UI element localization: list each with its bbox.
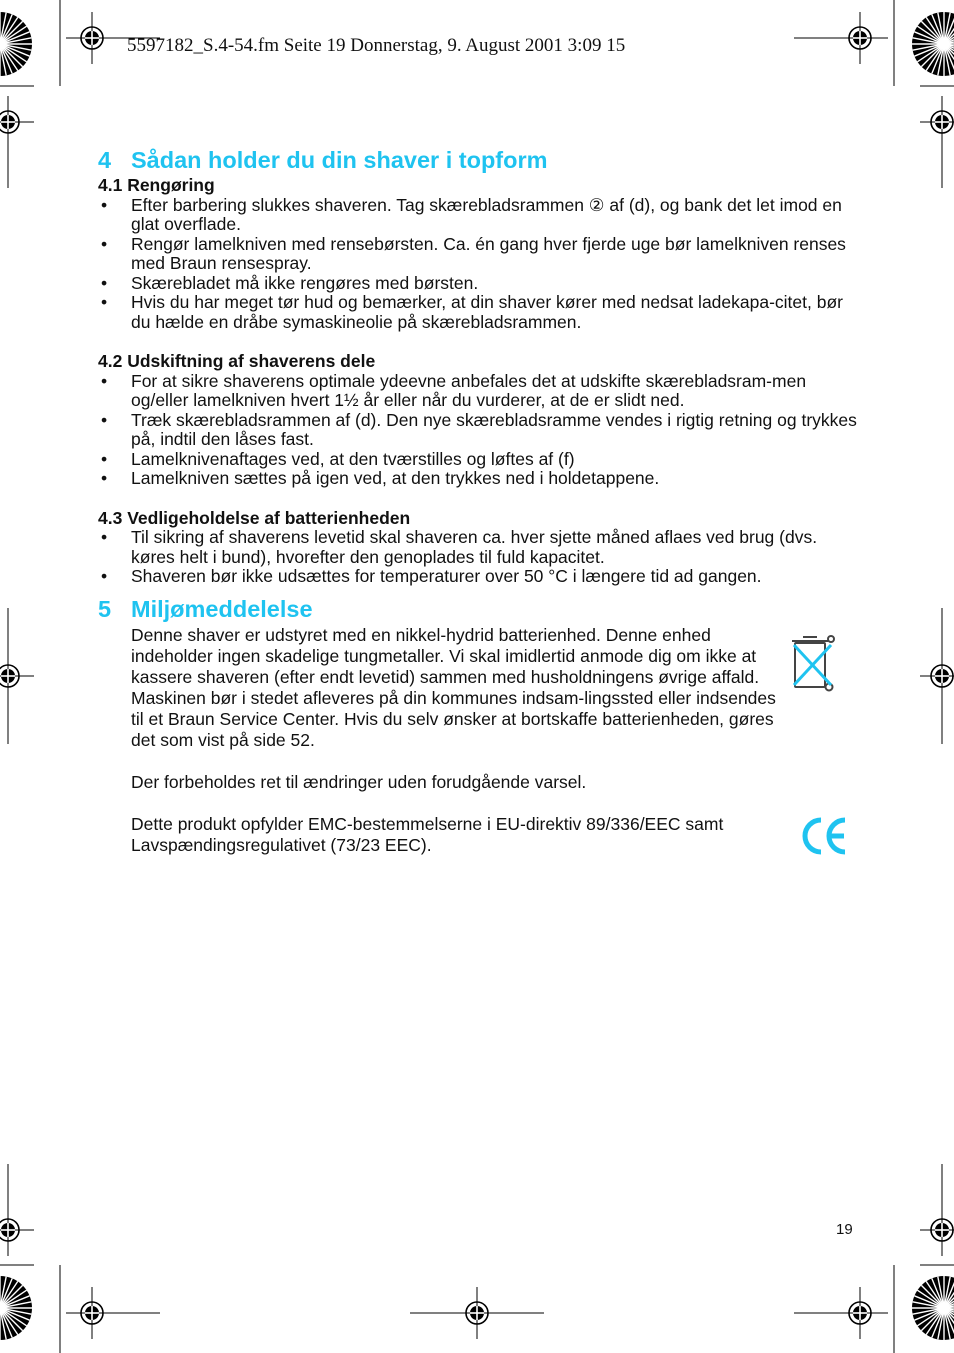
list-item: • Lamelkniven sættes på igen ved, at den trykkes ned i holdetappene. bbox=[98, 469, 860, 489]
list-item: • Hvis du har meget tør hud og bemærker, at din shaver kører med nedsat ladekapa-citet, bør du hælde en dråbe symaskineolie på skærebladsrammen. bbox=[98, 293, 860, 332]
color-bar-target-icon bbox=[912, 1276, 954, 1340]
page-content bbox=[98, 144, 860, 856]
page-number: 19 bbox=[836, 1221, 853, 1238]
list-item: • Shaveren bør ikke udsættes for temperaturer over 50 °C i længere tid ad gangen. bbox=[98, 567, 860, 587]
environment-text: Denne shaver er udstyret med en nikkel-hydrid batterienhed. Denne enhed indeholder ingen skadelige tungmetaller. Vi skal imidlertid anmode dig om ikke at kassere shaveren (efter endt levetid) sammen med husholdningens øvrige affald. Maskinen bør i stedet afleveres på din kommunes indsam-lingssted eller indsendes til et Braun Service Center. Hvis du selv ønsker at bortskaffe batterienheden, gøres det som vist på side 52. bbox=[131, 624, 776, 750]
color-bar-target-icon bbox=[0, 1276, 32, 1340]
list-item: • Træk skærebladsrammen af (d). Den nye skærebladsramme vendes i rigtig retning og trykkes på, indtil den låses fast. bbox=[98, 411, 860, 450]
list-item: • Efter barbering slukkes shaveren. Tag skærebladsrammen ② af (d), og bank det let imod en glat overflade. bbox=[98, 196, 860, 235]
color-bar-target-icon bbox=[912, 12, 954, 76]
section-title: Sådan holder du din shaver i topform bbox=[131, 147, 548, 173]
reservation-notice: Der forbeholdes ret til ændringer uden forudgående varsel. bbox=[131, 771, 587, 792]
emc-text: Dette produkt opfylder EMC-bestemmelserne i EU-direktiv 89/336/EEC samt Lavspændingsregulativet (73/23 EEC). bbox=[131, 813, 724, 855]
environment-paragraph bbox=[131, 625, 860, 751]
parts-replacement-list bbox=[98, 372, 860, 489]
ce-mark-icon bbox=[799, 814, 851, 858]
subsection-heading: 4.1 Rengøring bbox=[98, 175, 215, 195]
crossed-out-wheelie-bin-icon bbox=[791, 633, 837, 699]
print-slug-line: 5597182_S.4-54.fm Seite 19 Donnerstag, 9. August 2001 3:09 15 bbox=[127, 35, 626, 56]
list-item: • Skærebladet må ikke rengøres med børsten. bbox=[98, 274, 860, 294]
section-number: 5 bbox=[98, 595, 112, 622]
battery-maintenance-list bbox=[98, 528, 860, 587]
list-item: • Til sikring af shaverens levetid skal shaveren ca. hver sjette måned aflaes ved brug (dvs. køres helt i bund), hvorefter den genoplades til fuld kapacitet. bbox=[98, 528, 860, 567]
section-heading-care bbox=[98, 144, 860, 176]
list-item: • For at sikre shaverens optimale ydeevne anbefales det at udskifte skærebladsram-men og/eller lamelkniven hvert 1½ år eller når du vurderer, at de er slidt ned. bbox=[98, 372, 860, 411]
list-item: • Rengør lamelkniven med rensebørsten. Ca. én gang hver fjerde uge bør lamelkniven renses med Braun rensespray. bbox=[98, 235, 860, 274]
section-heading-environment bbox=[98, 593, 860, 625]
emc-paragraph bbox=[131, 814, 860, 856]
color-bar-target-icon bbox=[0, 12, 32, 76]
list-item: • Lamelknivenaftages ved, at den tværstilles og løftes af (f) bbox=[98, 450, 860, 470]
section-number: 4 bbox=[98, 147, 112, 173]
subsection-heading: 4.3 Vedligeholdelse af batterienheden bbox=[98, 507, 411, 528]
section-title: Miljømeddelelse bbox=[131, 595, 313, 622]
cleaning-list bbox=[98, 196, 860, 333]
subsection-heading: 4.2 Udskiftning af shaverens dele bbox=[98, 351, 376, 371]
